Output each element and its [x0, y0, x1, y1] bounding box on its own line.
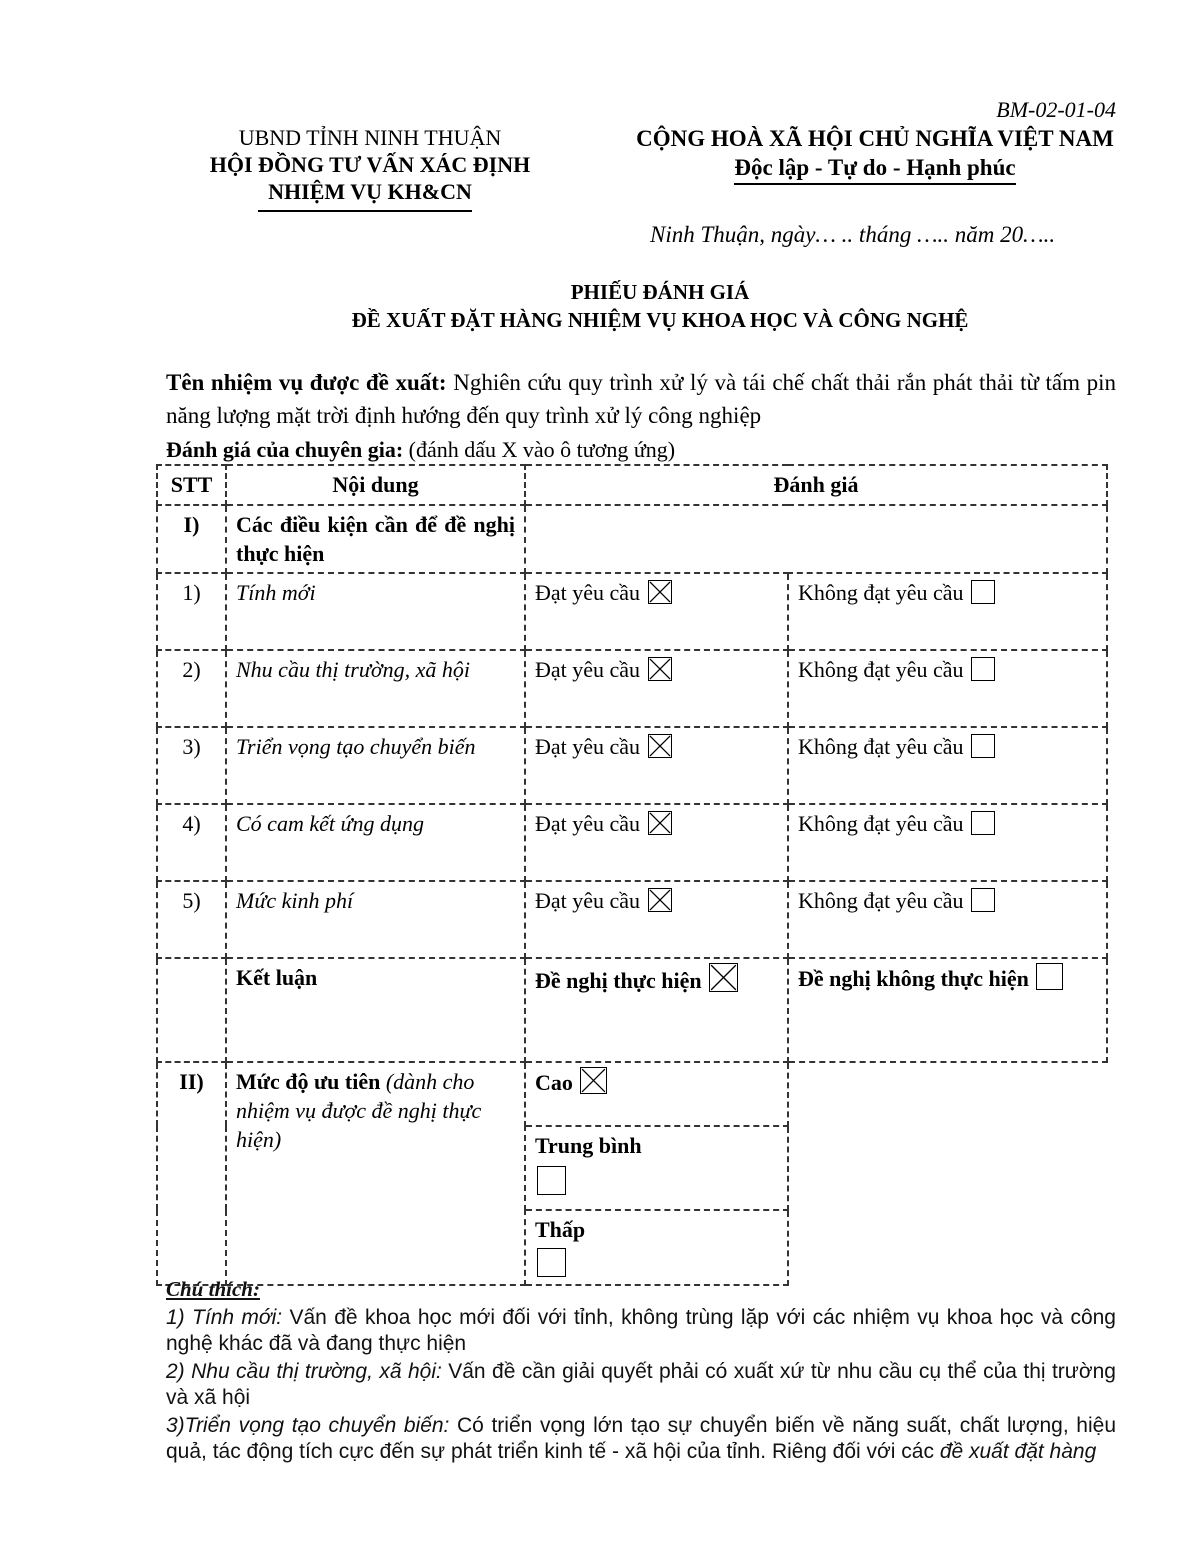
section-1-row	[157, 505, 1107, 573]
propose-cell	[525, 958, 788, 1062]
fail-cell	[788, 727, 1107, 804]
section-1-stt: I)	[157, 505, 226, 573]
priority-high-cell	[525, 1062, 788, 1126]
pass-cell	[525, 881, 788, 958]
table-row	[157, 804, 1107, 881]
row-stt: 4)	[157, 804, 226, 881]
fail-label: Không đạt yêu cầu	[798, 734, 964, 759]
fail-checkbox[interactable]	[971, 657, 995, 681]
header-stt: STT	[157, 465, 226, 505]
national-motto: Độc lập - Tự do - Hạnh phúc	[734, 153, 1015, 185]
note-3-label: 3)Triển vọng tạo chuyển biến:	[166, 1414, 450, 1437]
fail-checkbox[interactable]	[971, 734, 995, 758]
row-stt: 1)	[157, 573, 226, 650]
empty-cell	[788, 1062, 1107, 1126]
priority-row-high	[157, 1062, 1107, 1126]
row-stt: 3)	[157, 727, 226, 804]
note-3	[166, 1413, 1116, 1465]
form-code: BM-02-01-04	[996, 97, 1116, 122]
not-propose-checkbox[interactable]	[1036, 963, 1063, 990]
fail-label: Không đạt yêu cầu	[798, 811, 964, 836]
conclusion-label: Kết luận	[226, 958, 525, 1062]
priority-high-checkbox-checked[interactable]	[580, 1067, 607, 1094]
section-2-stt: II)	[157, 1062, 226, 1285]
conclusion-stt	[157, 958, 226, 1062]
fail-cell	[788, 650, 1107, 727]
table-header-row	[157, 465, 1107, 505]
pass-label: Đạt yêu cầu	[535, 580, 641, 605]
note-2-label: 2) Nhu cầu thị trường, xã hội:	[166, 1360, 442, 1383]
header-divider	[258, 210, 472, 212]
row-stt: 2)	[157, 650, 226, 727]
issuer-header	[200, 124, 540, 212]
note-2-text: Vấn đề cần giải quyết phải có xuất xứ từ nhu cầu cụ thể của thị trường và xã hội	[166, 1360, 1116, 1409]
header-evaluation: Đánh giá	[525, 465, 1107, 505]
pass-checkbox-checked[interactable]	[648, 888, 672, 912]
empty-cell	[788, 1126, 1107, 1210]
form-title	[160, 278, 1160, 334]
notes-title: Chú thích:	[166, 1277, 260, 1301]
pass-label: Đạt yêu cầu	[535, 734, 641, 759]
priority-low-cell	[525, 1210, 788, 1285]
council-name-line2: NHIỆM VỤ KH&CN	[268, 179, 472, 204]
section-2-title-cell	[226, 1062, 525, 1285]
task-label: Tên nhiệm vụ được đề xuất:	[166, 370, 447, 395]
header-content: Nội dung	[226, 465, 525, 505]
pass-checkbox-checked[interactable]	[648, 580, 672, 604]
fail-checkbox[interactable]	[971, 811, 995, 835]
evaluation-intro	[166, 437, 675, 463]
note-3-tail: đề xuất đặt hàng	[939, 1440, 1097, 1463]
pass-cell	[525, 573, 788, 650]
fail-checkbox[interactable]	[971, 580, 995, 604]
fail-cell	[788, 573, 1107, 650]
row-criterion: Có cam kết ứng dụng	[226, 804, 525, 881]
conclusion-row	[157, 958, 1107, 1062]
fail-checkbox[interactable]	[971, 888, 995, 912]
note-1-text: Vấn đề khoa học mới đối với tỉnh, không trùng lặp với các nhiệm vụ khoa học và công nghệ khác đã và đang thực hiện	[166, 1306, 1116, 1355]
empty-cell	[788, 1210, 1107, 1285]
form-title-line2: ĐỀ XUẤT ĐẶT HÀNG NHIỆM VỤ KHOA HỌC VÀ CÔNG NGHỆ	[351, 308, 969, 332]
section-1-title: Các điều kiện cần để đề nghị thực hiện	[226, 505, 525, 573]
propose-checkbox-checked[interactable]	[709, 963, 738, 992]
priority-low-checkbox[interactable]	[537, 1248, 566, 1277]
priority-low-label: Thấp	[535, 1217, 586, 1242]
date-line: Ninh Thuận, ngày… .. tháng ….. năm 20…..	[650, 222, 1056, 247]
fail-cell	[788, 881, 1107, 958]
pass-checkbox-checked[interactable]	[648, 811, 672, 835]
fail-label: Không đạt yêu cầu	[798, 580, 964, 605]
priority-medium-label: Trung bình	[535, 1133, 642, 1158]
row-criterion: Mức kinh phí	[226, 881, 525, 958]
form-title-line1: PHIẾU ĐÁNH GIÁ	[570, 280, 750, 304]
row-criterion: Nhu cầu thị trường, xã hội	[226, 650, 525, 727]
note-3-text: Có triển vọng lớn tạo sự chuyển biến về năng suất, chất lượng, hiệu quả, tác động tích cực đến sự phát triển kinh tế - xã hội của tỉnh. Riêng đối với các	[166, 1414, 1117, 1463]
section-1-empty	[525, 505, 1107, 573]
not-propose-cell	[788, 958, 1107, 1062]
province-name: UBND TỈNH NINH THUẬN	[238, 125, 502, 150]
pass-checkbox-checked[interactable]	[648, 734, 672, 758]
pass-cell	[525, 804, 788, 881]
national-header	[620, 124, 1130, 185]
pass-checkbox-checked[interactable]	[648, 657, 672, 681]
council-name-line1: HỘI ĐỒNG TƯ VẤN XÁC ĐỊNH	[209, 152, 531, 177]
priority-high-label: Cao	[535, 1070, 573, 1095]
task-name	[166, 366, 1116, 432]
priority-medium-checkbox[interactable]	[537, 1166, 566, 1195]
evaluation-instruction: (đánh dấu X vào ô tương ứng)	[403, 437, 676, 462]
row-criterion: Tính mới	[226, 573, 525, 650]
row-stt: 5)	[157, 881, 226, 958]
pass-cell	[525, 727, 788, 804]
table-row	[157, 881, 1107, 958]
fail-label: Không đạt yêu cầu	[798, 888, 964, 913]
country-name: CỘNG HOÀ XÃ HỘI CHỦ NGHĨA VIỆT NAM	[636, 126, 1114, 151]
propose-label: Đề nghị thực hiện	[535, 968, 702, 993]
table-row	[157, 727, 1107, 804]
pass-cell	[525, 650, 788, 727]
note-1-label: 1) Tính mới:	[166, 1306, 283, 1329]
not-propose-label: Đề nghị không thực hiện	[798, 966, 1029, 991]
section-2-note: (dành cho nhiệm vụ được đề nghị thực hiện)	[236, 1069, 482, 1152]
section-2-title: Mức độ ưu tiên	[236, 1069, 381, 1094]
table-row	[157, 573, 1107, 650]
evaluation-label: Đánh giá của chuyên gia:	[166, 437, 404, 462]
evaluation-table	[156, 464, 1108, 1286]
task-value: Nghiên cứu quy trình xử lý và tái chế chất thải rắn phát thải từ tấm pin năng lượng mặt trời định hướng đến quy trình xử lý công nghiệp	[166, 370, 1117, 428]
fail-label: Không đạt yêu cầu	[798, 657, 964, 682]
note-1	[166, 1305, 1116, 1357]
row-criterion: Triển vọng tạo chuyển biến	[226, 727, 525, 804]
notes-section	[166, 1276, 1116, 1467]
pass-label: Đạt yêu cầu	[535, 657, 641, 682]
fail-cell	[788, 804, 1107, 881]
note-2	[166, 1359, 1116, 1411]
pass-label: Đạt yêu cầu	[535, 888, 641, 913]
priority-medium-cell	[525, 1126, 788, 1210]
pass-label: Đạt yêu cầu	[535, 811, 641, 836]
table-row	[157, 650, 1107, 727]
